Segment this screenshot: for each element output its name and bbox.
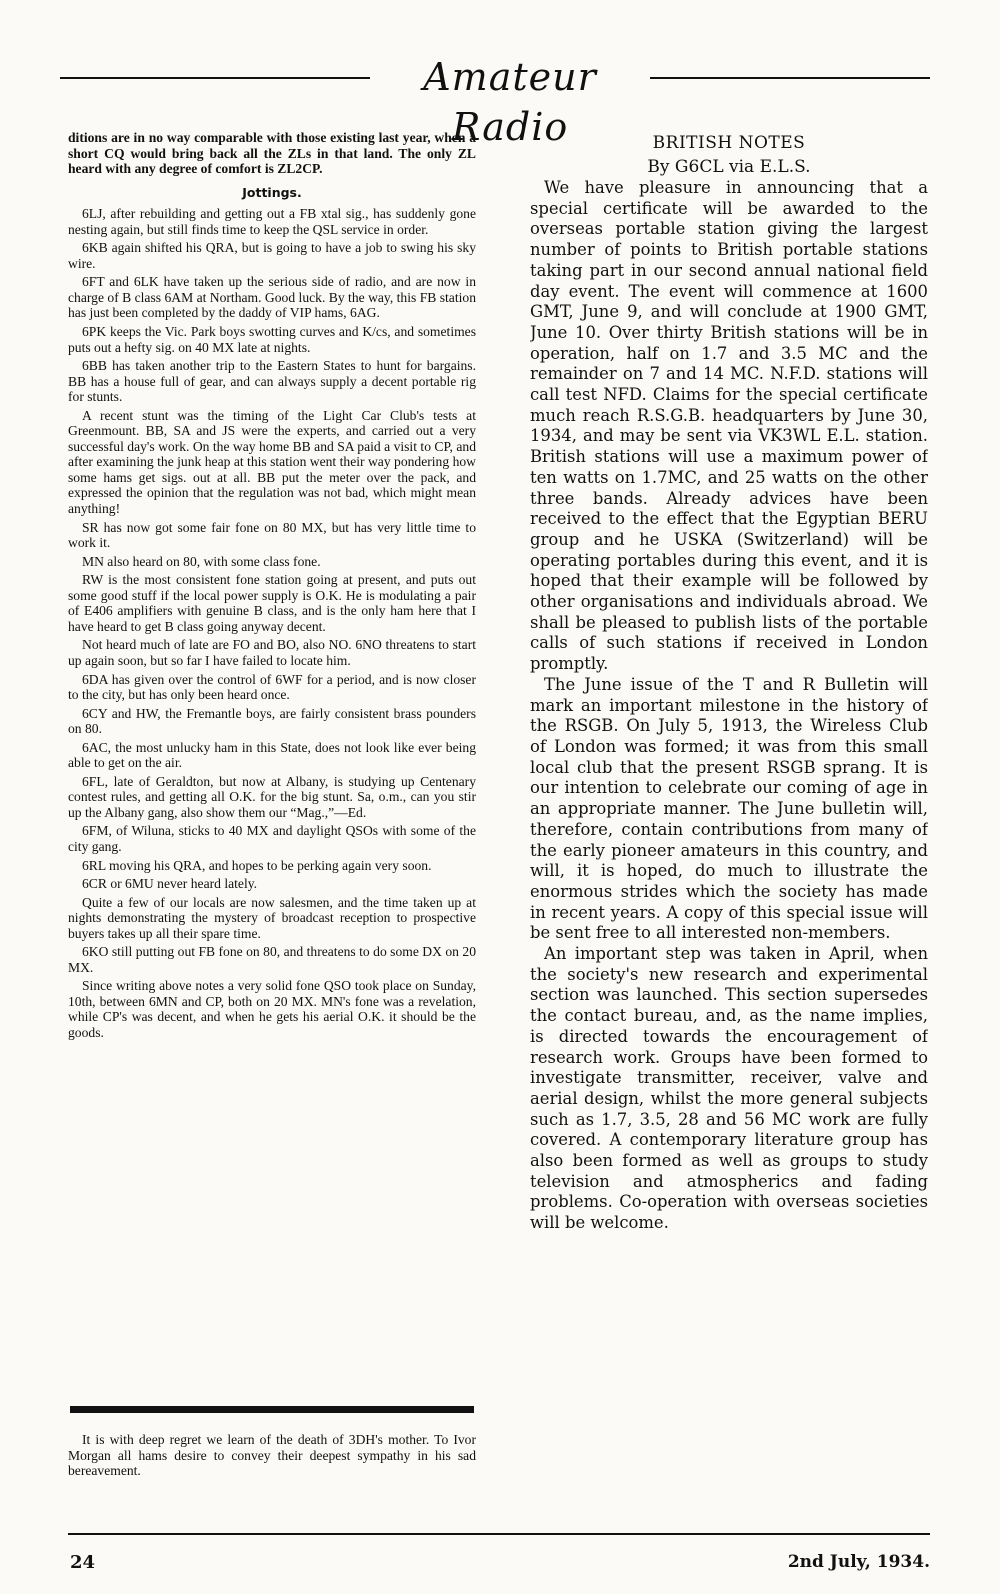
jotting-paragraph: 6FT and 6LK have taken up the serious side of radio, and are now in charge of B class 6AM at Northam. Good luck. By the way, this FB station has just been completed by the daddy of VIP hams, 6AG. — [68, 274, 476, 321]
article-heading: BRITISH NOTES — [652, 133, 806, 153]
masthead-rule-left — [60, 77, 370, 79]
condolence-text: It is with deep regret we learn of the death of 3DH's mother. To Ivor Morgan all hams desire to convey their deepest sympathy in his sad bereavement. — [68, 1432, 476, 1479]
jotting-paragraph: 6LJ, after rebuilding and getting out a FB xtal sig., has suddenly gone nesting again, but still finds time to keep the QSL service in order. — [68, 206, 476, 237]
jotting-paragraph: 6FM, of Wiluna, sticks to 40 MX and daylight QSOs with some of the city gang. — [68, 823, 476, 854]
footer-rule — [68, 1533, 930, 1535]
right-column — [530, 132, 928, 1502]
jotting-paragraph: 6PK keeps the Vic. Park boys swotting curves and K/cs, and sometimes puts out a hefty sig. on 40 MX late at nights. — [68, 324, 476, 355]
section-heading: Jottings. — [242, 184, 302, 200]
jotting-paragraph: 6CR or 6MU never heard lately. — [82, 876, 258, 892]
article-paragraph: The June issue of the T and R Bulletin will mark an important milestone in the history of the RSGB. On July 5, 1913, the Wireless Club of London was formed; it was from this small local club that the present RSGB sprang. It is our intention to celebrate our coming of age in an appropriate manner. The June bulletin will, therefore, contain contributions from many of the early pioneer amateurs in this country, and will, it is hoped, do much to illustrate the enormous strides which the society has made in recent years. A copy of this special issue will be sent free to all interested non-members. — [530, 674, 928, 943]
left-column — [68, 130, 476, 1500]
article-paragraph: We have pleasure in announcing that a special certificate will be awarded to the overseas portable station giving the largest number of points to British portable stations taking part in our second annual national field day event. The event will commence at 1600 GMT, June 9, and will conclude at 1900 GMT, June 10. Over thirty British stations will be in operation, half on 1.7 and 3.5 MC and the remainder on 7 and 14 MC. N.F.D. stations will call test NFD. Claims for the special certificate much reach R.S.G.B. headquarters by June 30, 1934, and may be sent via VK3WL E.L. station. British stations will use a maximum power of ten watts on 1.7MC, and 25 watts on the other three bands. Already advices have been received to the effect that the Egyptian BERU group and he USKA (Switzerland) will be operating portables during this event, and it is hoped that their example will be followed by other organisations and individuals abroad. We shall be pleased to publish lists of the portable calls of such stations if received in London promptly. — [530, 178, 928, 674]
jotting-paragraph: 6DA has given over the control of 6WF for a period, and is now closer to the city, but has only been heard once. — [68, 671, 476, 703]
intro-paragraph: ditions are in no way comparable with those existing last year, when a short CQ would bring back all the ZLs in that land. The only ZL heard with any degree of comfort is ZL2CP. — [68, 130, 476, 177]
jotting-paragraph: 6KB again shifted his QRA, but is going to have a job to swing his sky wire. — [68, 240, 476, 271]
jotting-paragraph: 6KO still putting out FB fone on 80, and threatens to do some DX on 20 MX. — [68, 944, 476, 975]
masthead-rule-right — [650, 77, 930, 79]
publication-title: Amateur Radio — [423, 55, 597, 149]
jotting-paragraph: 6AC, the most unlucky ham in this State, does not look like ever being able to get on the air. — [68, 739, 476, 771]
jotting-paragraph: RW is the most consistent fone station going at present, and puts out some good stuff if the local power supply is O.K. He is modulating a pair of E406 amplifiers with genuine B class, and is the only ham here that I have heard to get B class going anyway decent. — [68, 572, 476, 634]
article-byline: By G6CL via E.L.S. — [647, 157, 811, 177]
jotting-paragraph: 6BB has taken another trip to the Eastern States to hunt for bargains. BB has a house full of gear, and can always supply a decent portable rig for stunts. — [68, 358, 476, 405]
jotting-paragraph: Not heard much of late are FO and BO, also NO. 6NO threatens to start up again soon, but so far I have failed to locate him. — [68, 637, 476, 668]
jotting-paragraph: Since writing above notes a very solid fone QSO took place on Sunday, 10th, between 6MN and CP, both on 20 MX. MN's fone was a revelation, while CP's was decent, and when he gets his aerial O.K. it should be the goods. — [68, 978, 476, 1040]
issue-date: 2nd July, 1934. — [787, 1552, 930, 1572]
article-paragraph: An important step was taken in April, when the society's new research and experimental section was launched. This section supersedes the contact bureau, and, as the name implies, is directed towards the encouragement of research work. Groups have been formed to investigate transmitter, receiver, valve and aerial design, whilst the more general subjects such as 1.7, 3.5, 28 and 56 MC work are fully covered. A contemporary literature group has also been formed as well as groups to study television and atmospherics and fading problems. Co-operation with overseas societies will be welcome. — [530, 944, 928, 1233]
jotting-paragraph: Quite a few of our locals are now salesmen, and the time taken up at nights demonstrating the mystery of broadcast reception to prospective buyers takes up all their spare time. — [68, 894, 476, 941]
page-number: 24 — [70, 1552, 96, 1573]
jotting-paragraph: SR has now got some fair fone on 80 MX, but has very little time to work it. — [68, 519, 476, 551]
condolence-note — [68, 1432, 476, 1479]
jotting-paragraph: MN also heard on 80, with some class fone. — [82, 553, 321, 569]
jotting-paragraph: 6FL, late of Geraldton, but now at Albany, is studying up Centenary contest rules, and getting all O.K. for the big stunt. Sa, o.m., can you stir up the Albany gang, also show them our “Mag.,”—Ed. — [68, 773, 476, 820]
jotting-paragraph: 6RL moving his QRA, and hopes to be perking again very soon. — [82, 857, 432, 873]
section-divider — [70, 1406, 474, 1413]
jotting-paragraph: A recent stunt was the timing of the Light Car Club's tests at Greenmount. BB, SA and JS were the experts, and carried out a very successful day's work. On the way home BB and SA paid a visit to CP, and after examining the junk heap at this station went their way pondering how some hams get sigs. out at all. BB put the meter over the pack, and expressed the opinion that the regulation was not bad, which might mean anything! — [68, 407, 476, 517]
jotting-paragraph: 6CY and HW, the Fremantle boys, are fairly consistent brass pounders on 80. — [68, 705, 476, 737]
